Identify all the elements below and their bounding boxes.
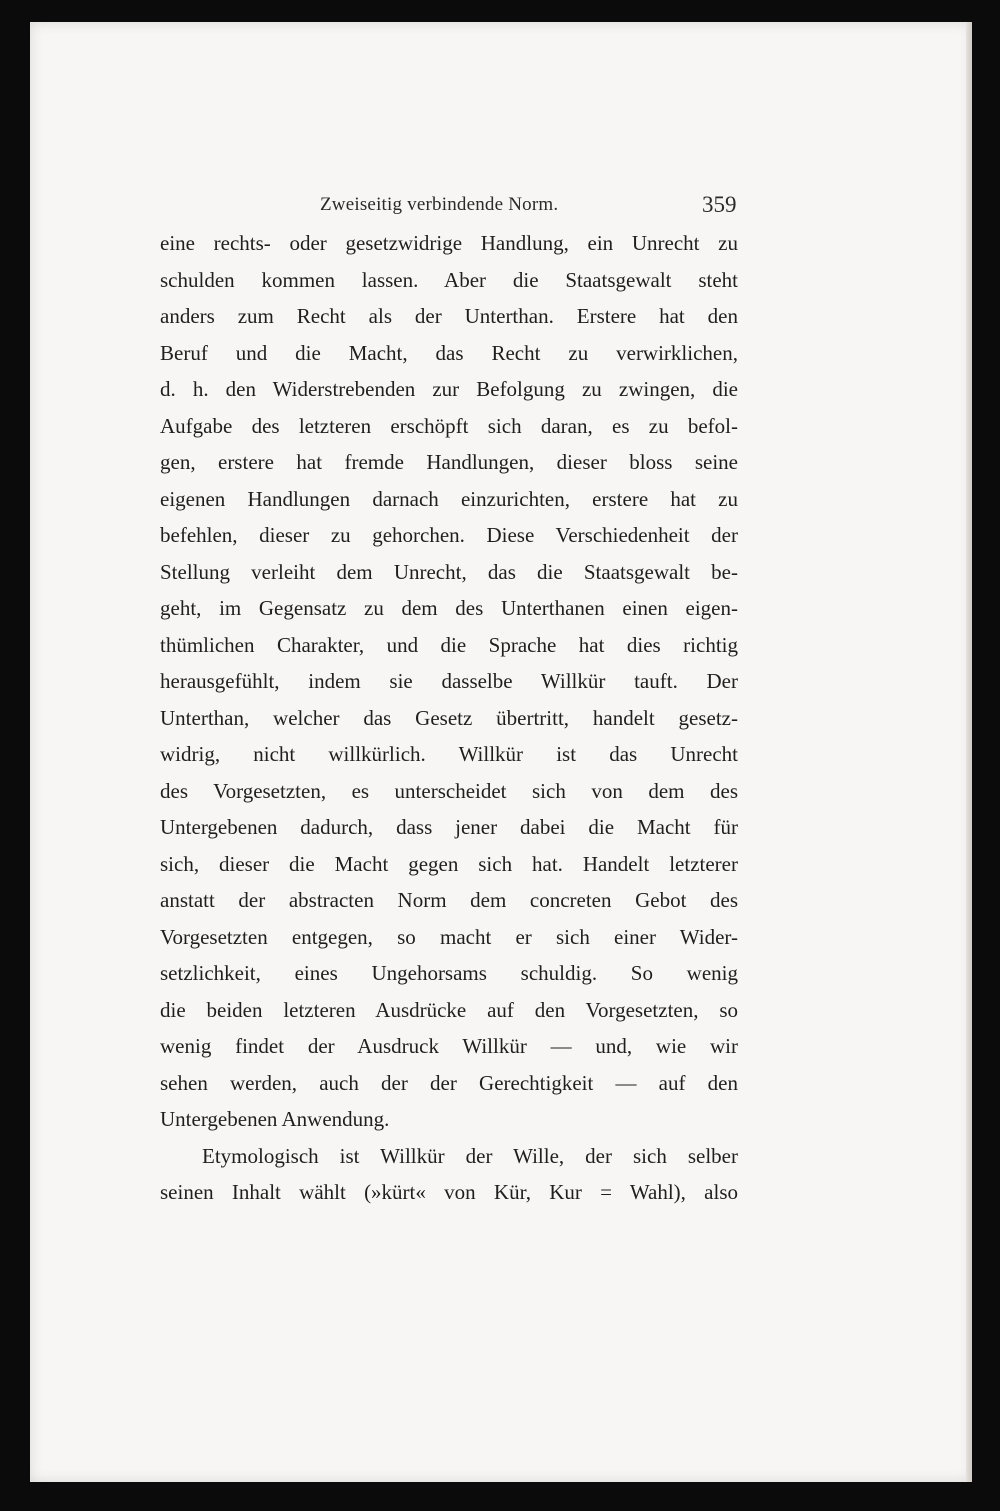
text-line: sich, dieser die Macht gegen sich hat. Handelt letzterer (160, 851, 738, 876)
text-line: herausgefühlt, indem sie dasselbe Willkür tauft. Der (160, 669, 738, 693)
text-line: Stellung verleiht dem Unrecht, das die Staatsgewalt be- (160, 559, 738, 584)
text-line: wenig findet der Ausdruck Willkür — und, wie wir (160, 1034, 738, 1058)
text-line: schulden kommen lassen. Aber die Staatsgewalt steht (160, 267, 738, 292)
text-line: Untergebenen Anwendung. (160, 1107, 390, 1131)
text-line: Unterthan, welcher das Gesetz übertritt, handelt gesetz- (160, 705, 738, 730)
text-line: seinen Inhalt wählt (»kürt« von Kür, Kur = Wahl), also (160, 1180, 738, 1204)
page-edge-shadow (966, 22, 972, 1482)
text-line: gen, erstere hat fremde Handlungen, dieser bloss seine (160, 450, 738, 474)
text-line: geht, im Gegensatz zu dem des Unterthanen einen eigen- (160, 596, 738, 620)
text-line: die beiden letzteren Ausdrücke auf den Vorgesetzten, so (160, 997, 738, 1022)
text-line: Aufgabe des letzteren erschöpft sich daran, es zu befol- (160, 413, 738, 438)
text-line: Vorgesetzten entgegen, so macht er sich einer Wider- (160, 924, 738, 949)
page-number: 359 (702, 192, 737, 217)
text-line: befehlen, dieser zu gehorchen. Diese Verschiedenheit der (160, 523, 738, 547)
running-title: Zweiseitig verbindende Norm. (320, 194, 559, 215)
text-line: setzlichkeit, eines Ungehorsams schuldig. So wenig (160, 961, 738, 985)
text-line: sehen werden, auch der der Gerechtigkeit — auf den (160, 1070, 738, 1095)
book-page (30, 22, 972, 1482)
text-line: Beruf und die Macht, das Recht zu verwirklichen, (160, 340, 738, 365)
page-header (30, 192, 972, 222)
text-line: des Vorgesetzten, es unterscheidet sich von dem des (160, 778, 738, 803)
text-line: eine rechts- oder gesetzwidrige Handlung, ein Unrecht zu (160, 231, 738, 255)
text-line: thümlichen Charakter, und die Sprache hat dies richtig (160, 632, 738, 657)
text-line: anders zum Recht als der Unterthan. Erstere hat den (160, 304, 738, 328)
text-line: d. h. den Widerstrebenden zur Befolgung zu zwingen, die (160, 377, 738, 401)
text-line: eigenen Handlungen darnach einzurichten, erstere hat zu (160, 486, 738, 511)
text-line: Etymologisch ist Willkür der Wille, der sich selber (202, 1143, 738, 1168)
text-line: Untergebenen dadurch, dass jener dabei die Macht für (160, 815, 738, 839)
text-line: anstatt der abstracten Norm dem concreten Gebot des (160, 888, 738, 912)
text-line: widrig, nicht willkürlich. Willkür ist das Unrecht (160, 742, 738, 766)
body-text (160, 225, 738, 1211)
